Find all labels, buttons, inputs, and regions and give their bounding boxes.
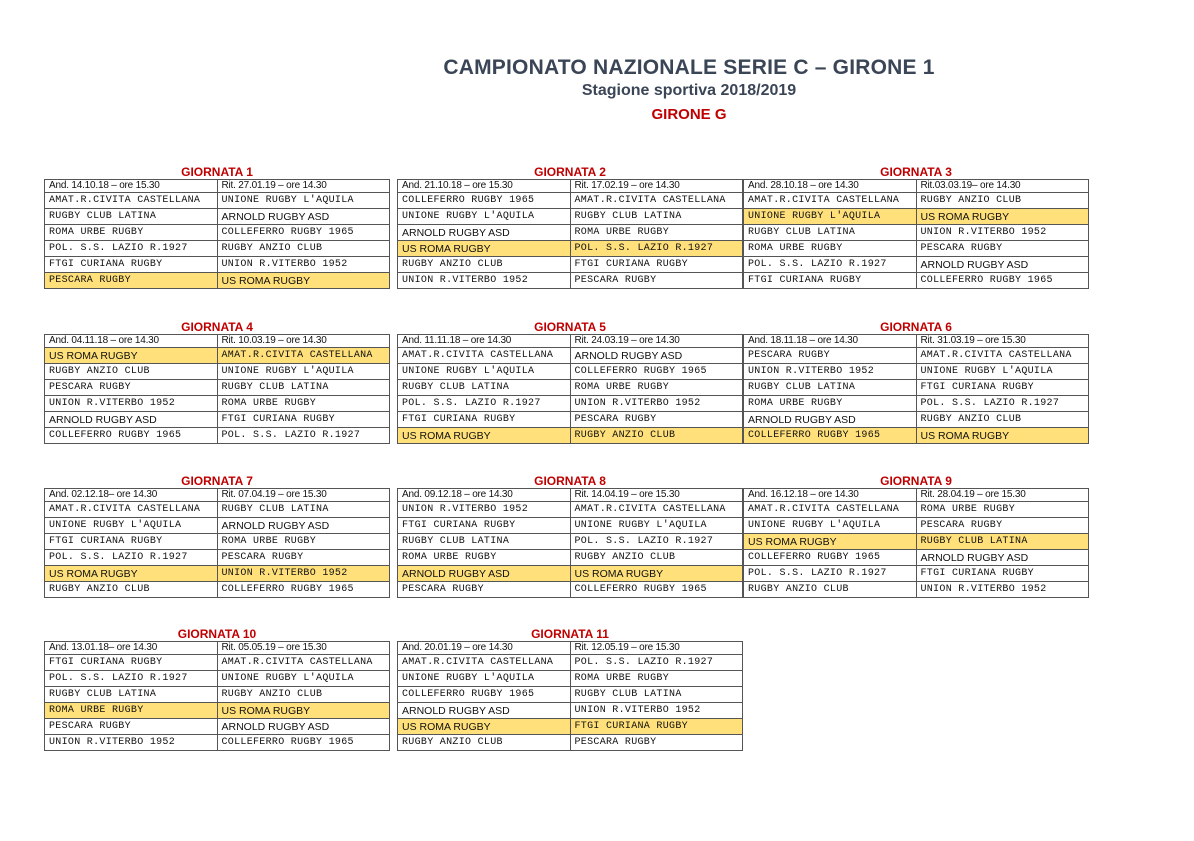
match-row [744, 566, 1089, 582]
away-team: ARNOLD RUGBY ASD [570, 348, 743, 364]
match-row [45, 582, 390, 598]
home-team: RUGBY CLUB LATINA [45, 209, 218, 225]
away-team: UNION R.VITERBO 1952 [916, 225, 1089, 241]
match-row [398, 566, 743, 582]
match-row [45, 502, 390, 518]
return-leg-date: Rit. 10.03.19 – ore 14.30 [217, 335, 390, 348]
round-block [44, 474, 390, 598]
away-team: PESCARA RUGBY [570, 412, 743, 428]
away-team: US ROMA RUGBY [916, 428, 1089, 444]
away-team: UNIONE RUGBY L'AQUILA [217, 193, 390, 209]
match-row [45, 671, 390, 687]
away-team: ARNOLD RUGBY ASD [217, 518, 390, 534]
return-leg-date: Rit. 27.01.19 – ore 14.30 [217, 180, 390, 193]
round-dates-row [398, 335, 743, 348]
round-title: GIORNATA 9 [880, 474, 952, 488]
away-team: UNIONE RUGBY L'AQUILA [217, 671, 390, 687]
match-row [744, 209, 1089, 225]
away-team: UNION R.VITERBO 1952 [217, 566, 390, 582]
round-title: GIORNATA 2 [534, 165, 606, 179]
away-team: COLLEFERRO RUGBY 1965 [217, 225, 390, 241]
away-team: FTGI CURIANA RUGBY [570, 257, 743, 273]
match-row [45, 257, 390, 273]
match-row [398, 655, 743, 671]
home-team: ARNOLD RUGBY ASD [45, 412, 218, 428]
home-team: PESCARA RUGBY [744, 348, 917, 364]
match-row [744, 502, 1089, 518]
match-row [744, 348, 1089, 364]
first-leg-date: And. 13.01.18– ore 14.30 [45, 642, 218, 655]
match-row [398, 502, 743, 518]
away-team: AMAT.R.CIVITA CASTELLANA [570, 193, 743, 209]
away-team: FTGI CURIANA RUGBY [570, 719, 743, 735]
round-block [44, 165, 390, 289]
return-leg-date: Rit. 14.04.19 – ore 15.30 [570, 489, 743, 502]
match-row [744, 550, 1089, 566]
home-team: AMAT.R.CIVITA CASTELLANA [744, 193, 917, 209]
home-team: UNION R.VITERBO 1952 [398, 502, 571, 518]
home-team: RUGBY ANZIO CLUB [398, 257, 571, 273]
away-team: RUGBY CLUB LATINA [217, 502, 390, 518]
away-team: COLLEFERRO RUGBY 1965 [217, 582, 390, 598]
home-team: UNIONE RUGBY L'AQUILA [398, 671, 571, 687]
home-team: ROMA URBE RUGBY [744, 396, 917, 412]
away-team: COLLEFERRO RUGBY 1965 [217, 735, 390, 751]
match-row [45, 396, 390, 412]
away-team: US ROMA RUGBY [916, 209, 1089, 225]
away-team: COLLEFERRO RUGBY 1965 [570, 582, 743, 598]
match-row [744, 428, 1089, 444]
away-team: UNION R.VITERBO 1952 [217, 257, 390, 273]
return-leg-date: Rit.03.03.19– ore 14.30 [916, 180, 1089, 193]
home-team: POL. S.S. LAZIO R.1927 [45, 550, 218, 566]
round-dates-row [45, 180, 390, 193]
match-row [398, 273, 743, 289]
away-team: PESCARA RUGBY [217, 550, 390, 566]
home-team: AMAT.R.CIVITA CASTELLANA [45, 193, 218, 209]
round-title: GIORNATA 5 [534, 320, 606, 334]
match-row [398, 209, 743, 225]
round-title: GIORNATA 4 [181, 320, 253, 334]
match-row [398, 428, 743, 444]
match-row [398, 735, 743, 751]
home-team: UNION R.VITERBO 1952 [744, 364, 917, 380]
home-team: PESCARA RUGBY [45, 273, 218, 289]
match-row [744, 273, 1089, 289]
home-team: COLLEFERRO RUGBY 1965 [744, 550, 917, 566]
away-team: UNION R.VITERBO 1952 [570, 396, 743, 412]
home-team: ARNOLD RUGBY ASD [744, 412, 917, 428]
match-row [744, 364, 1089, 380]
away-team: US ROMA RUGBY [217, 703, 390, 719]
home-team: ROMA URBE RUGBY [45, 703, 218, 719]
first-leg-date: And. 20.01.19 – ore 14.30 [398, 642, 571, 655]
home-team: US ROMA RUGBY [45, 348, 218, 364]
home-team: PESCARA RUGBY [45, 719, 218, 735]
away-team: UNION R.VITERBO 1952 [570, 703, 743, 719]
round-dates-row [744, 180, 1089, 193]
home-team: FTGI CURIANA RUGBY [45, 655, 218, 671]
home-team: UNION R.VITERBO 1952 [45, 396, 218, 412]
away-team: FTGI CURIANA RUGBY [916, 380, 1089, 396]
round-title: GIORNATA 11 [531, 627, 609, 641]
away-team: RUGBY CLUB LATINA [570, 687, 743, 703]
away-team: ROMA URBE RUGBY [570, 380, 743, 396]
match-row [398, 380, 743, 396]
match-row [398, 703, 743, 719]
match-row [398, 364, 743, 380]
match-row [398, 550, 743, 566]
round-table [397, 334, 743, 444]
page-title: CAMPIONATO NAZIONALE SERIE C – GIRONE 1 [443, 56, 935, 79]
away-team: POL. S.S. LAZIO R.1927 [916, 396, 1089, 412]
round-table [743, 334, 1089, 444]
round-block [397, 165, 743, 289]
away-team: ROMA URBE RUGBY [570, 671, 743, 687]
home-team: FTGI CURIANA RUGBY [398, 412, 571, 428]
away-team: ARNOLD RUGBY ASD [217, 209, 390, 225]
home-team: RUGBY ANZIO CLUB [45, 582, 218, 598]
first-leg-date: And. 11.11.18 – ore 14.30 [398, 335, 571, 348]
round-title: GIORNATA 3 [880, 165, 952, 179]
home-team: RUGBY CLUB LATINA [744, 380, 917, 396]
match-row [45, 348, 390, 364]
away-team: US ROMA RUGBY [570, 566, 743, 582]
away-team: RUGBY ANZIO CLUB [570, 428, 743, 444]
round-title: GIORNATA 8 [534, 474, 606, 488]
match-row [744, 518, 1089, 534]
round-dates-row [45, 335, 390, 348]
match-row [45, 655, 390, 671]
home-team: RUGBY CLUB LATINA [744, 225, 917, 241]
return-leg-date: Rit. 05.05.19 – ore 15.30 [217, 642, 390, 655]
round-dates-row [744, 489, 1089, 502]
away-team: POL. S.S. LAZIO R.1927 [217, 428, 390, 444]
away-team: POL. S.S. LAZIO R.1927 [570, 534, 743, 550]
home-team: COLLEFERRO RUGBY 1965 [398, 193, 571, 209]
match-row [398, 348, 743, 364]
away-team: ROMA URBE RUGBY [570, 225, 743, 241]
home-team: UNIONE RUGBY L'AQUILA [398, 364, 571, 380]
away-team: ROMA URBE RUGBY [217, 534, 390, 550]
match-row [45, 225, 390, 241]
round-dates-row [45, 489, 390, 502]
match-row [45, 209, 390, 225]
match-row [398, 687, 743, 703]
match-row [45, 518, 390, 534]
match-row [744, 241, 1089, 257]
first-leg-date: And. 28.10.18 – ore 14.30 [744, 180, 917, 193]
away-team: PESCARA RUGBY [916, 518, 1089, 534]
round-title: GIORNATA 10 [177, 627, 257, 641]
match-row [744, 396, 1089, 412]
away-team: RUGBY ANZIO CLUB [570, 550, 743, 566]
home-team: COLLEFERRO RUGBY 1965 [45, 428, 218, 444]
home-team: US ROMA RUGBY [744, 534, 917, 550]
page-subtitle: Stagione sportiva 2018/2019 [581, 82, 797, 99]
match-row [45, 550, 390, 566]
home-team: AMAT.R.CIVITA CASTELLANA [744, 502, 917, 518]
home-team: US ROMA RUGBY [398, 719, 571, 735]
match-row [45, 193, 390, 209]
match-row [398, 225, 743, 241]
home-team: UNION R.VITERBO 1952 [45, 735, 218, 751]
away-team: RUGBY ANZIO CLUB [916, 193, 1089, 209]
match-row [45, 380, 390, 396]
home-team: RUGBY ANZIO CLUB [45, 364, 218, 380]
match-row [398, 241, 743, 257]
match-row [45, 703, 390, 719]
home-team: PESCARA RUGBY [398, 582, 571, 598]
home-team: RUGBY ANZIO CLUB [744, 582, 917, 598]
home-team: UNION R.VITERBO 1952 [398, 273, 571, 289]
round-block [743, 165, 1089, 289]
match-row [744, 380, 1089, 396]
away-team: UNIONE RUGBY L'AQUILA [916, 364, 1089, 380]
away-team: US ROMA RUGBY [217, 273, 390, 289]
match-row [45, 364, 390, 380]
home-team: US ROMA RUGBY [398, 241, 571, 257]
first-leg-date: And. 09.12.18 – ore 14.30 [398, 489, 571, 502]
away-team: POL. S.S. LAZIO R.1927 [570, 655, 743, 671]
round-dates-row [744, 335, 1089, 348]
round-table [44, 334, 390, 444]
away-team: ARNOLD RUGBY ASD [916, 257, 1089, 273]
round-dates-row [398, 489, 743, 502]
return-leg-date: Rit. 31.03.19 – ore 15.30 [916, 335, 1089, 348]
round-title: GIORNATA 1 [181, 165, 253, 179]
home-team: POL. S.S. LAZIO R.1927 [744, 566, 917, 582]
match-row [45, 566, 390, 582]
first-leg-date: And. 16.12.18 – ore 14.30 [744, 489, 917, 502]
home-team: AMAT.R.CIVITA CASTELLANA [45, 502, 218, 518]
home-team: UNIONE RUGBY L'AQUILA [744, 209, 917, 225]
first-leg-date: And. 18.11.18 – ore 14.30 [744, 335, 917, 348]
home-team: AMAT.R.CIVITA CASTELLANA [398, 655, 571, 671]
match-row [45, 719, 390, 735]
match-row [398, 518, 743, 534]
round-block [44, 320, 390, 444]
away-team: RUGBY ANZIO CLUB [217, 687, 390, 703]
away-team: PESCARA RUGBY [570, 735, 743, 751]
round-dates-row [398, 642, 743, 655]
match-row [45, 428, 390, 444]
home-team: RUGBY ANZIO CLUB [398, 735, 571, 751]
round-table [743, 488, 1089, 598]
round-block [397, 320, 743, 444]
match-row [45, 534, 390, 550]
round-dates-row [398, 180, 743, 193]
home-team: POL. S.S. LAZIO R.1927 [398, 396, 571, 412]
round-table [397, 641, 743, 751]
home-team: ARNOLD RUGBY ASD [398, 703, 571, 719]
round-block [397, 627, 743, 751]
match-row [45, 412, 390, 428]
round-table [44, 179, 390, 289]
round-table [44, 641, 390, 751]
home-team: ROMA URBE RUGBY [398, 550, 571, 566]
match-row [744, 412, 1089, 428]
away-team: ROMA URBE RUGBY [916, 502, 1089, 518]
home-team: POL. S.S. LAZIO R.1927 [744, 257, 917, 273]
first-leg-date: And. 14.10.18 – ore 15.30 [45, 180, 218, 193]
round-block [743, 474, 1089, 598]
home-team: POL. S.S. LAZIO R.1927 [45, 241, 218, 257]
match-row [398, 671, 743, 687]
away-team: AMAT.R.CIVITA CASTELLANA [217, 655, 390, 671]
away-team: PESCARA RUGBY [916, 241, 1089, 257]
home-team: FTGI CURIANA RUGBY [45, 257, 218, 273]
away-team: UNIONE RUGBY L'AQUILA [217, 364, 390, 380]
home-team: PESCARA RUGBY [45, 380, 218, 396]
away-team: FTGI CURIANA RUGBY [217, 412, 390, 428]
away-team: RUGBY CLUB LATINA [570, 209, 743, 225]
return-leg-date: Rit. 07.04.19 – ore 15.30 [217, 489, 390, 502]
round-block [44, 627, 390, 751]
away-team: AMAT.R.CIVITA CASTELLANA [570, 502, 743, 518]
home-team: COLLEFERRO RUGBY 1965 [744, 428, 917, 444]
away-team: UNION R.VITERBO 1952 [916, 582, 1089, 598]
first-leg-date: And. 21.10.18 – ore 15.30 [398, 180, 571, 193]
home-team: UNIONE RUGBY L'AQUILA [398, 209, 571, 225]
away-team: RUGBY CLUB LATINA [217, 380, 390, 396]
home-team: US ROMA RUGBY [45, 566, 218, 582]
away-team: PESCARA RUGBY [570, 273, 743, 289]
home-team: UNIONE RUGBY L'AQUILA [45, 518, 218, 534]
round-table [397, 488, 743, 598]
round-title: GIORNATA 6 [880, 320, 952, 334]
match-row [744, 225, 1089, 241]
match-row [398, 193, 743, 209]
match-row [398, 396, 743, 412]
round-block [397, 474, 743, 598]
away-team: COLLEFERRO RUGBY 1965 [916, 273, 1089, 289]
home-team: ROMA URBE RUGBY [744, 241, 917, 257]
round-block [743, 320, 1089, 444]
home-team: RUGBY CLUB LATINA [398, 534, 571, 550]
return-leg-date: Rit. 17.02.19 – ore 14.30 [570, 180, 743, 193]
away-team: POL. S.S. LAZIO R.1927 [570, 241, 743, 257]
round-table [397, 179, 743, 289]
home-team: RUGBY CLUB LATINA [45, 687, 218, 703]
match-row [45, 687, 390, 703]
match-row [45, 735, 390, 751]
home-team: RUGBY CLUB LATINA [398, 380, 571, 396]
match-row [45, 273, 390, 289]
match-row [744, 534, 1089, 550]
round-dates-row [45, 642, 390, 655]
away-team: AMAT.R.CIVITA CASTELLANA [916, 348, 1089, 364]
away-team: ARNOLD RUGBY ASD [217, 719, 390, 735]
match-row [744, 582, 1089, 598]
away-team: UNIONE RUGBY L'AQUILA [570, 518, 743, 534]
home-team: FTGI CURIANA RUGBY [398, 518, 571, 534]
away-team: RUGBY ANZIO CLUB [916, 412, 1089, 428]
first-leg-date: And. 02.12.18– ore 14.30 [45, 489, 218, 502]
away-team: AMAT.R.CIVITA CASTELLANA [217, 348, 390, 364]
home-team: POL. S.S. LAZIO R.1927 [45, 671, 218, 687]
home-team: ARNOLD RUGBY ASD [398, 225, 571, 241]
match-row [398, 257, 743, 273]
away-team: ROMA URBE RUGBY [217, 396, 390, 412]
group-label: GIRONE G [651, 106, 727, 123]
match-row [398, 412, 743, 428]
away-team: ARNOLD RUGBY ASD [916, 550, 1089, 566]
round-title: GIORNATA 7 [181, 474, 253, 488]
away-team: RUGBY ANZIO CLUB [217, 241, 390, 257]
first-leg-date: And. 04.11.18 – ore 14.30 [45, 335, 218, 348]
round-table [743, 179, 1089, 289]
home-team: AMAT.R.CIVITA CASTELLANA [398, 348, 571, 364]
return-leg-date: Rit. 28.04.19 – ore 15.30 [916, 489, 1089, 502]
return-leg-date: Rit. 12.05.19 – ore 15.30 [570, 642, 743, 655]
home-team: ARNOLD RUGBY ASD [398, 566, 571, 582]
home-team: FTGI CURIANA RUGBY [744, 273, 917, 289]
return-leg-date: Rit. 24.03.19 – ore 14.30 [570, 335, 743, 348]
away-team: FTGI CURIANA RUGBY [916, 566, 1089, 582]
match-row [398, 719, 743, 735]
home-team: US ROMA RUGBY [398, 428, 571, 444]
match-row [744, 193, 1089, 209]
home-team: COLLEFERRO RUGBY 1965 [398, 687, 571, 703]
round-table [44, 488, 390, 598]
match-row [398, 582, 743, 598]
away-team: RUGBY CLUB LATINA [916, 534, 1089, 550]
home-team: FTGI CURIANA RUGBY [45, 534, 218, 550]
match-row [45, 241, 390, 257]
away-team: COLLEFERRO RUGBY 1965 [570, 364, 743, 380]
home-team: ROMA URBE RUGBY [45, 225, 218, 241]
match-row [744, 257, 1089, 273]
home-team: UNIONE RUGBY L'AQUILA [744, 518, 917, 534]
match-row [398, 534, 743, 550]
